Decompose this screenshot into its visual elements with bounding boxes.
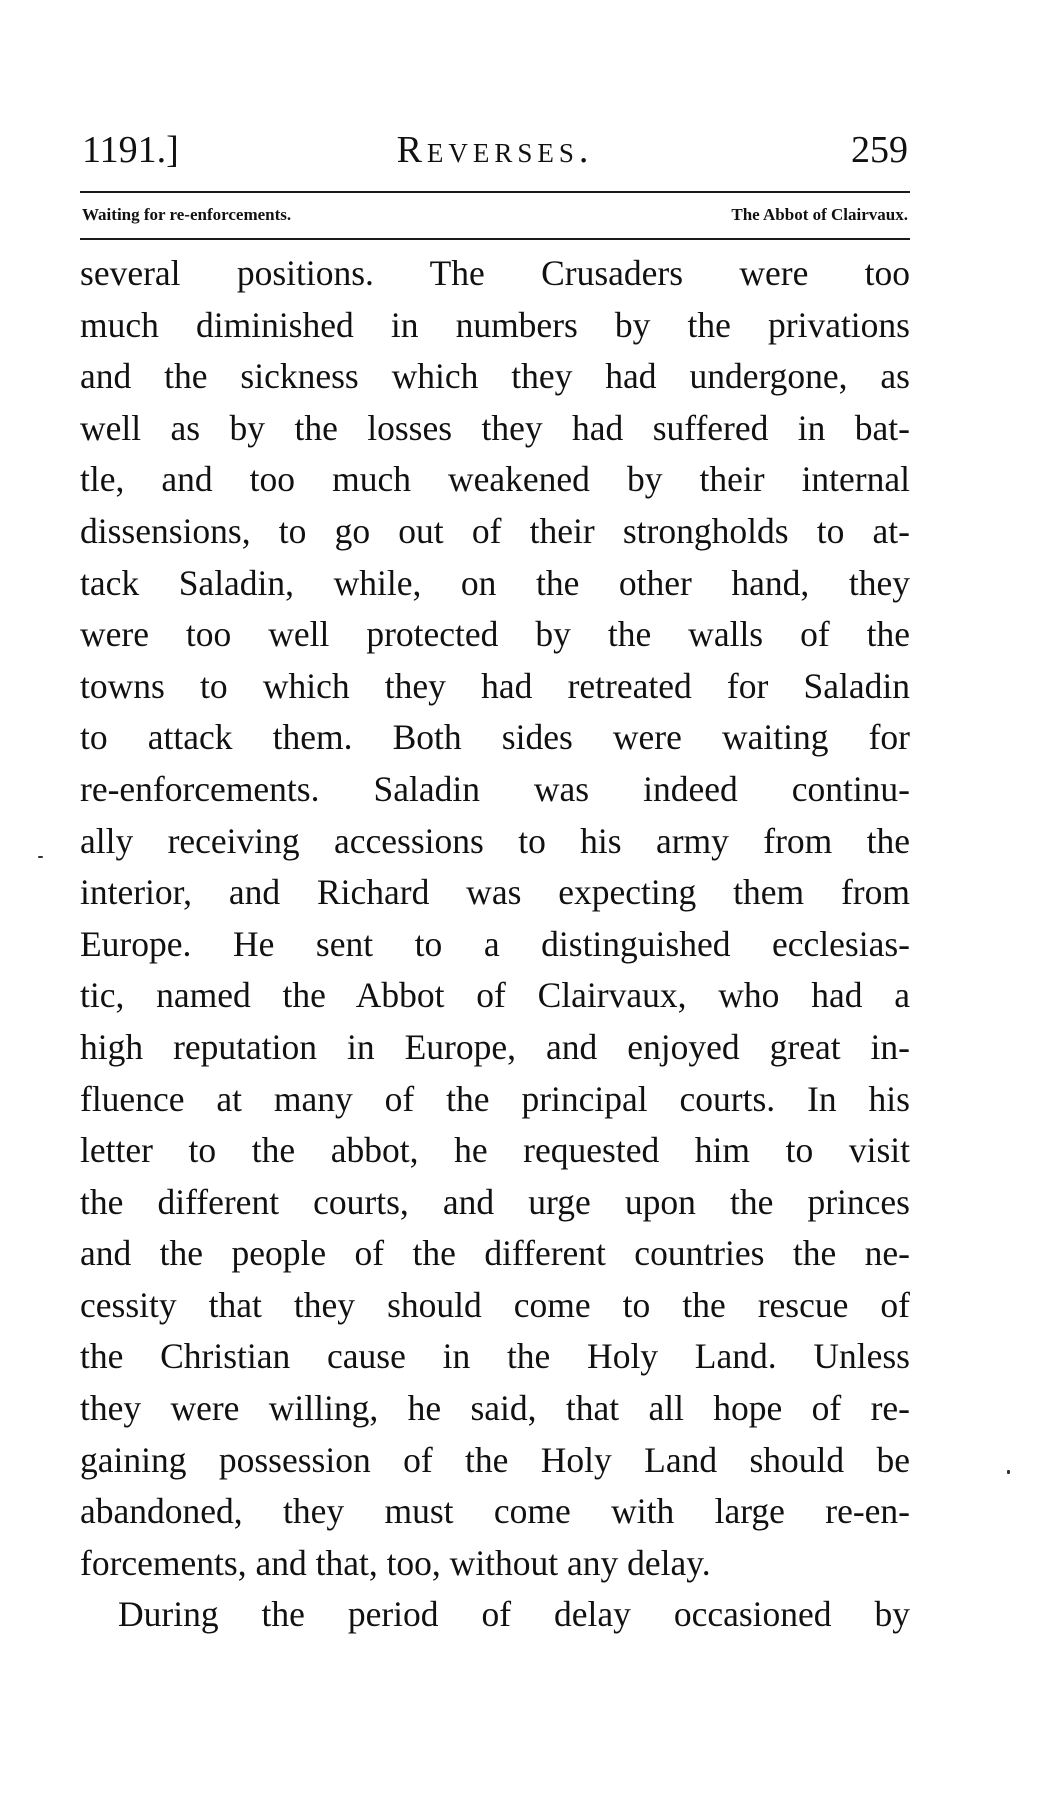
running-head <box>82 122 908 178</box>
paragraph-end-line: forcements, and that, too, without any delay. <box>80 1542 711 1583</box>
text-line: tack Saladin, while, on the other hand, they <box>80 562 910 603</box>
body-text <box>80 248 910 1641</box>
text-line: cessity that they should come to the rescue of <box>80 1284 910 1325</box>
text-line: gaining possession of the Holy Land should be <box>80 1439 910 1480</box>
text-line: and the sickness which they had undergone, as <box>80 356 910 397</box>
running-head-year: 1191.] <box>82 129 179 171</box>
text-line: tic, named the Abbot of Clairvaux, who had a <box>80 975 910 1016</box>
text-line: much diminished in numbers by the privations <box>80 304 910 345</box>
text-line: they were willing, he said, that all hope of re- <box>80 1388 910 1429</box>
header-rule-top <box>80 191 910 193</box>
text-line: towns to which they had retreated for Saladin <box>80 665 910 706</box>
text-line: re-enforcements. Saladin was indeed continu- <box>80 768 910 809</box>
text-line: the Christian cause in the Holy Land. Unless <box>80 1336 910 1377</box>
text-line: Europe. He sent to a distinguished ecclesias- <box>80 923 910 964</box>
text-line: well as by the losses they had suffered in bat- <box>80 407 910 448</box>
paragraph-start-line: During the period of delay occasioned by <box>118 1594 910 1635</box>
page-number: 259 <box>851 129 908 171</box>
text-line: letter to the abbot, he requested him to visit <box>80 1130 910 1171</box>
text-line: several positions. The Crusaders were too <box>80 253 910 293</box>
side-notes <box>82 199 908 231</box>
text-line: the different courts, and urge upon the princes <box>80 1181 910 1222</box>
text-line: high reputation in Europe, and enjoyed great in- <box>80 1026 910 1067</box>
print-speck <box>38 856 43 858</box>
print-speck <box>1007 1470 1010 1474</box>
side-note-left: Waiting for re-enforcements. <box>82 205 292 224</box>
text-line: fluence at many of the principal courts. In his <box>80 1078 910 1119</box>
running-head-title: Reverses. <box>396 129 594 171</box>
header-rule-bottom <box>80 238 910 240</box>
text-line: were too well protected by the walls of the <box>80 614 910 655</box>
text-line: and the people of the different countries the ne- <box>80 1233 910 1274</box>
text-line: dissensions, to go out of their strongholds to at- <box>80 510 910 551</box>
text-line: ally receiving accessions to his army from the <box>80 820 910 861</box>
text-line: interior, and Richard was expecting them from <box>80 872 910 913</box>
text-line: tle, and too much weakened by their internal <box>80 459 910 500</box>
side-note-right: The Abbot of Clairvaux. <box>731 205 908 224</box>
text-line: abandoned, they must come with large re-en- <box>80 1491 910 1532</box>
text-line: to attack them. Both sides were waiting for <box>80 717 910 758</box>
